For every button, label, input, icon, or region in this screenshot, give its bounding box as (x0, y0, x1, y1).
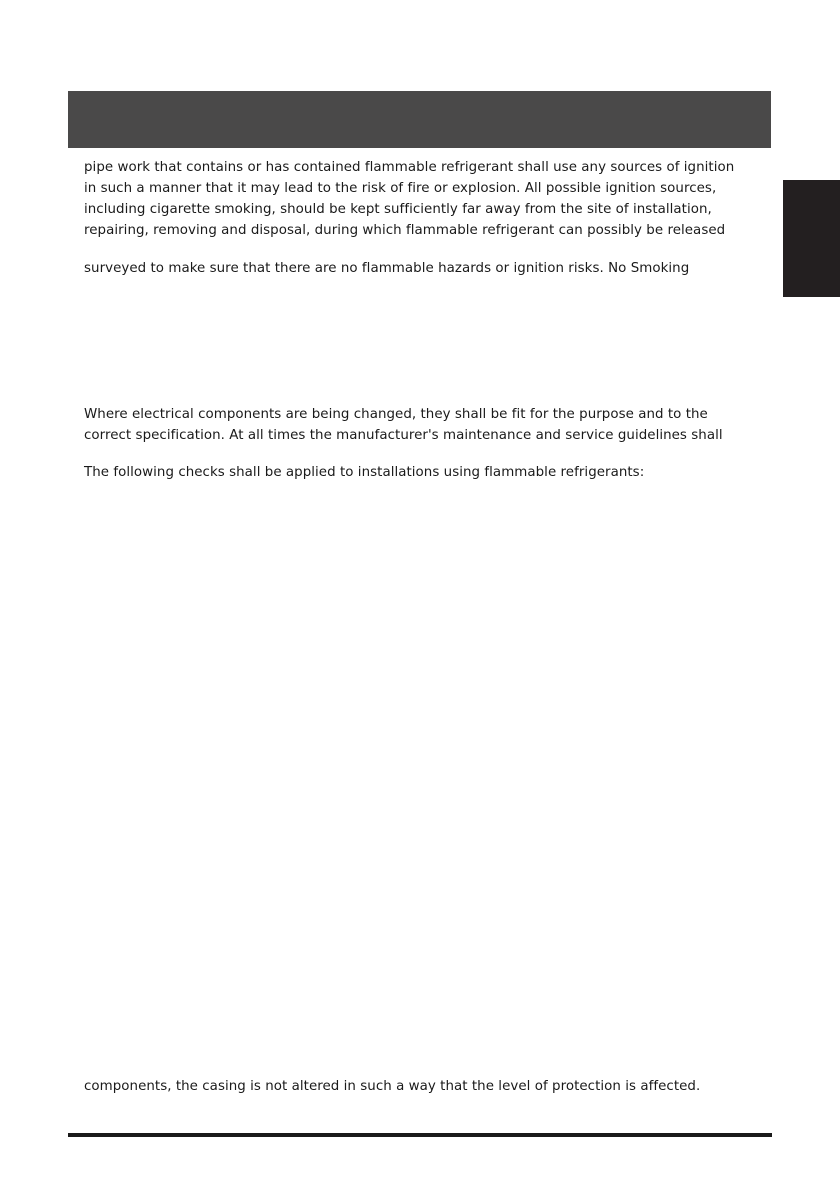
body-text-line: components, the casing is not altered in such a way that the level of protection is affected. (84, 1079, 701, 1094)
body-text-line: surveyed to make sure that there are no flammable hazards or ignition risks. No Smoking (84, 261, 690, 276)
body-text-line: repairing, removing and disposal, during which flammable refrigerant can possibly be released (84, 223, 726, 238)
body-text-line: including cigarette smoking, should be kept sufficiently far away from the site of installation, (84, 202, 712, 217)
body-text-line: The following checks shall be applied to installations using flammable refrigerants: (84, 465, 645, 480)
body-text-line: Where electrical components are being changed, they shall be fit for the purpose and to the (84, 407, 708, 422)
section-header-bar (68, 91, 771, 148)
body-text-line: in such a manner that it may lead to the risk of fire or explosion. All possible ignition sources, (84, 181, 717, 196)
body-text-line: pipe work that contains or has contained flammable refrigerant shall use any sources of ignition (84, 160, 735, 175)
footer-rule (68, 1133, 772, 1137)
language-side-tab (783, 180, 840, 297)
body-text-line: correct specification. At all times the manufacturer's maintenance and service guidelines shall (84, 428, 723, 443)
